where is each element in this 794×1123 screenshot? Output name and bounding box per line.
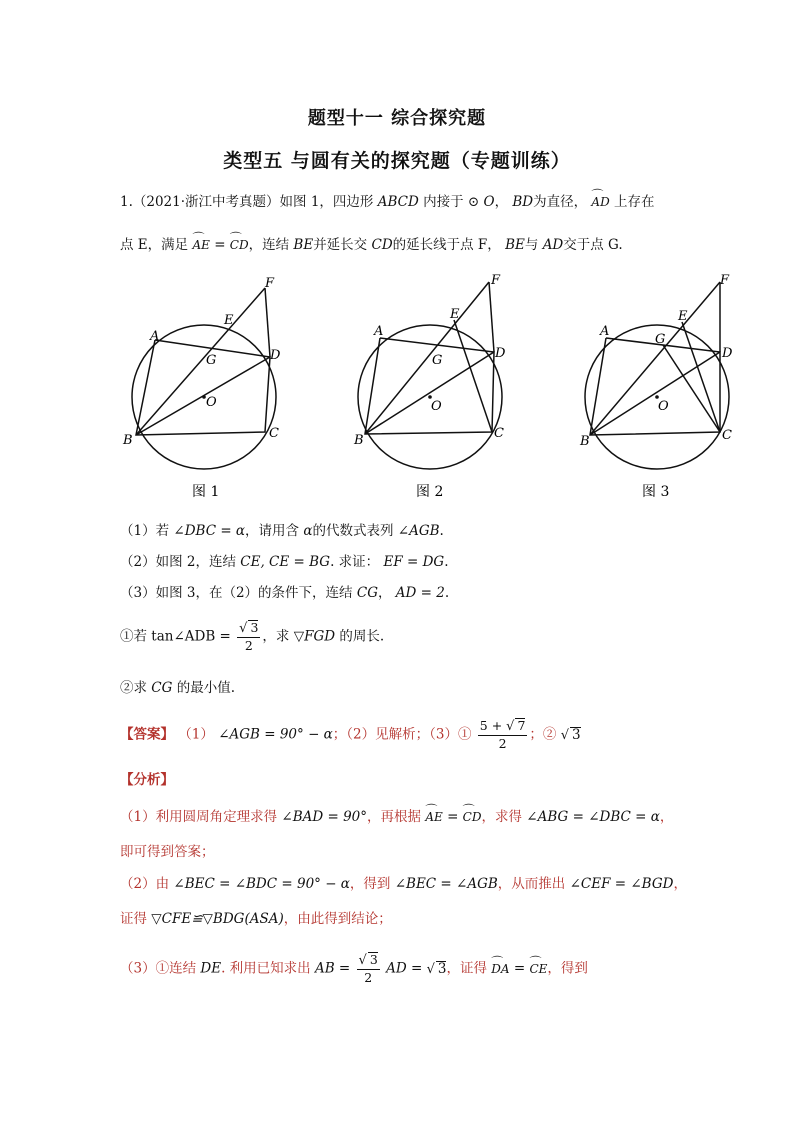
- label-o-1: O: [206, 395, 217, 410]
- inscribed-text: 内接于: [423, 194, 464, 210]
- diameter-text: 为直径，: [533, 194, 588, 210]
- label-o-3: O: [658, 399, 669, 414]
- label-g-2: G: [432, 353, 443, 368]
- line2-prefix: 点 E，满足: [120, 237, 189, 253]
- question-3a: [120, 620, 384, 654]
- q1-mid: ，请用含: [245, 523, 300, 539]
- q3a-num: 3: [250, 620, 259, 635]
- line-bd-3: [590, 352, 720, 435]
- label-g-3: G: [655, 332, 666, 347]
- analysis-l5-mid2: ，证得: [446, 960, 487, 977]
- q1-end: 的代数式表列: [312, 523, 394, 539]
- geometry-figures: [120, 272, 750, 504]
- quad-abcd-1: [136, 340, 270, 435]
- label-f-3: F: [720, 273, 730, 288]
- q3a-fraction: $\frac{√ 3}{2}$: [239, 620, 259, 653]
- quad-name: ABCD: [377, 194, 419, 210]
- q3a-den: 2: [244, 638, 253, 653]
- segment-ad: AD: [542, 237, 564, 253]
- answer-3: 3: [572, 726, 581, 743]
- analysis-label-line: [120, 768, 174, 788]
- answer-sep1: ；（2）见解析；（3）①: [332, 726, 472, 743]
- problem-intro: 1.（2021·浙江中考真题）如图 1，四边形: [120, 194, 374, 210]
- segment-be: BE: [293, 237, 314, 253]
- analysis-l5-prefix: （3）①连结: [120, 960, 197, 977]
- question-3b: [120, 676, 235, 696]
- line-bd-2: [365, 352, 494, 434]
- label-c-1: C: [269, 426, 279, 441]
- label-e-3: E: [678, 309, 688, 324]
- line-df-2: [489, 282, 494, 352]
- analysis-l3-mid: ，得到: [349, 876, 391, 892]
- label-d-1: D: [270, 348, 281, 363]
- analysis-l3-expr2: ∠BEC = ∠AGB: [394, 876, 498, 892]
- analysis-l3-prefix: （2）由: [120, 876, 170, 892]
- analysis-line-3: [120, 872, 687, 892]
- analysis-l5-de: DE: [200, 960, 222, 977]
- analysis-l3-end: ，: [673, 876, 687, 892]
- question-2: [120, 550, 449, 570]
- segment-cd: CD: [371, 237, 393, 253]
- analysis-arc-ce: ⌒ CE: [529, 962, 547, 976]
- q3-prefix: （3）如图 3，在（2）的条件下，连结: [120, 585, 353, 601]
- analysis-l5-eq: =: [513, 960, 526, 977]
- label-b-1: B: [123, 433, 133, 448]
- analysis-l1-eq: =: [447, 809, 459, 825]
- analysis-l1-end: ，: [659, 809, 674, 825]
- analysis-arc-cd: ⌒ CD: [463, 810, 482, 824]
- label-a-1: A: [150, 329, 160, 344]
- analysis-l5-mid: . 利用已知求出: [221, 960, 311, 977]
- q3b-prefix: ②求: [120, 680, 147, 696]
- line2-mid3: 的延长线于点 F，: [392, 237, 501, 253]
- label-o-2: O: [431, 399, 442, 414]
- equals: =: [214, 237, 226, 253]
- answer-fraction: $\frac{5 + √ 7}{2}$: [479, 718, 526, 751]
- figure-1: [122, 276, 281, 500]
- analysis-l3-expr1: ∠BEC = ∠BDC = 90° − α: [173, 876, 350, 892]
- line2-mid2: 并延长交: [313, 237, 368, 253]
- label-e-2: E: [450, 307, 460, 322]
- label-d-3: D: [722, 346, 733, 361]
- label-b-3: B: [580, 434, 590, 449]
- q3b-cg: CG: [151, 680, 173, 696]
- q2-target: EF = DG: [383, 554, 445, 570]
- q1-expr: ∠DBC = α: [173, 523, 246, 539]
- q3a-mid: ，求: [262, 628, 290, 645]
- diameter-name: BD: [512, 194, 534, 210]
- q1-prefix: （1）若: [120, 523, 170, 539]
- caption-2: 图 2: [416, 484, 444, 500]
- analysis-l3-expr3: ∠CEF = ∠BGD: [569, 876, 674, 892]
- answer-frac-rad: 7: [517, 718, 526, 733]
- segment-be-2: BE: [505, 237, 525, 253]
- q3a-prefix: ①若: [120, 628, 147, 645]
- question-1: [120, 519, 444, 539]
- label-d-2: D: [495, 346, 506, 361]
- analysis-l5-den: 2: [364, 970, 373, 985]
- quad-abcd-3: [590, 338, 720, 435]
- label-g-1: G: [206, 353, 217, 368]
- q3a-tan: tan∠ADB =: [151, 628, 231, 645]
- q2-expr: CE, CE = BG: [240, 554, 331, 570]
- analysis-line-5: （3）①连结 DE. 利用已知求出 AB = $\frac{√ 3}{2}$ AD = √ 3，证得 ⌒ DA = ⌒ CE，得到: [120, 952, 588, 986]
- answer-1: ∠AGB = 90° − α: [218, 726, 333, 743]
- figure-3: [579, 273, 733, 500]
- q2-mid: . 求证：: [330, 554, 380, 570]
- line-bf-3: [590, 282, 720, 435]
- analysis-l4-expr: ▽CFE≌▽BDG(ASA): [151, 911, 284, 927]
- q2-dot: .: [444, 554, 449, 570]
- analysis-l5-end: ，得到: [547, 960, 588, 977]
- label-f-2: F: [491, 273, 501, 288]
- q1-dot: .: [439, 523, 444, 539]
- q2-prefix: （2）如图 2，连结: [120, 554, 236, 570]
- arc-ad: ⌒ AD: [591, 195, 609, 209]
- analysis-l1-expr2: ∠ABG = ∠DBC = α: [526, 809, 660, 825]
- arc-ae: ⌒ AE: [192, 238, 209, 252]
- label-a-2: A: [374, 324, 384, 339]
- analysis-label: 【分析】: [120, 772, 174, 788]
- exists-text: 上存在: [614, 194, 655, 210]
- q1-target: ∠AGB: [397, 523, 440, 539]
- circle-symbol: ⊙: [467, 194, 480, 210]
- line-ce-3: [682, 322, 720, 432]
- analysis-l1-prefix: （1）利用圆周角定理求得: [120, 809, 278, 825]
- analysis-line-1: [120, 805, 673, 825]
- problem-line-2: [120, 233, 623, 253]
- analysis-line-4: [120, 907, 392, 927]
- circle-name: O: [483, 194, 495, 210]
- analysis-l5-fraction: $\frac{√ 3}{2}$: [358, 952, 378, 985]
- q3a-triangle: ▽FGD: [293, 628, 336, 645]
- analysis-l5-ab: AB =: [314, 960, 351, 977]
- line-ce-2: [454, 320, 492, 432]
- analysis-l5-rad: 3: [437, 960, 447, 977]
- caption-3: 图 3: [642, 484, 670, 500]
- comma: ，: [494, 194, 509, 210]
- q1-alpha: α: [303, 523, 313, 539]
- label-f-1: F: [265, 276, 275, 291]
- problem-line-1: [120, 190, 655, 210]
- analysis-line-2: [120, 840, 215, 860]
- line2-end: 交于点 G.: [563, 237, 623, 253]
- caption-1: 图 1: [192, 484, 220, 500]
- answer-line: 【答案】 （1） ∠AGB = 90° − α；（2）见解析；（3）① $\frac{5 + √ 7}{2}$ ；② √ 3: [120, 718, 581, 751]
- q3-dot: .: [444, 585, 450, 601]
- q3a-end: 的周长.: [339, 628, 385, 645]
- page-title: 题型十一 综合探究题: [307, 108, 487, 129]
- analysis-l5-ad: AD =: [386, 960, 423, 977]
- line2-mid: ，连结: [248, 237, 290, 253]
- q3-cg: CG: [356, 585, 378, 601]
- line-bf-1: [136, 288, 265, 435]
- label-b-2: B: [354, 433, 364, 448]
- analysis-arc-ae: ⌒ AE: [425, 810, 442, 824]
- figure-2: [353, 273, 506, 500]
- analysis-l4-prefix: 证得: [120, 911, 147, 927]
- analysis-l3-mid2: ，从而推出: [497, 876, 566, 892]
- q3b-end: 的最小值.: [176, 680, 236, 696]
- line-df-1: [265, 288, 270, 357]
- arc-cd: ⌒ CD: [230, 238, 249, 252]
- answer-p1: （1）: [178, 726, 214, 743]
- label-a-3: A: [600, 324, 610, 339]
- question-3: [120, 581, 449, 601]
- line-bf-2: [365, 282, 489, 434]
- label-c-2: C: [494, 426, 504, 441]
- answer-sep2: ；②: [529, 726, 557, 743]
- answer-frac-num-a: 5 +: [479, 718, 503, 733]
- quad-abcd-2: [365, 338, 494, 434]
- q3-ad: AD = 2: [395, 585, 445, 601]
- analysis-l1-mid2: ，求得: [481, 809, 522, 825]
- analysis-arc-da: ⌒ DA: [491, 962, 509, 976]
- q3-sep: ，: [377, 585, 392, 601]
- answer-frac-den: 2: [498, 736, 507, 751]
- label-c-3: C: [722, 428, 732, 443]
- answer-label: 【答案】: [120, 726, 174, 743]
- analysis-l4-end: ，由此得到结论；: [283, 911, 392, 927]
- analysis-l1-expr1: ∠BAD = 90°: [281, 809, 368, 825]
- label-e-1: E: [224, 313, 234, 328]
- line2-mid4: 与: [524, 237, 539, 253]
- analysis-l5-num: 3: [369, 952, 378, 967]
- analysis-l2: 即可得到答案；: [120, 844, 215, 860]
- analysis-l1-mid: ，再根据: [367, 809, 422, 825]
- page-subtitle: 类型五 与圆有关的探究题（专题训练）: [223, 150, 571, 172]
